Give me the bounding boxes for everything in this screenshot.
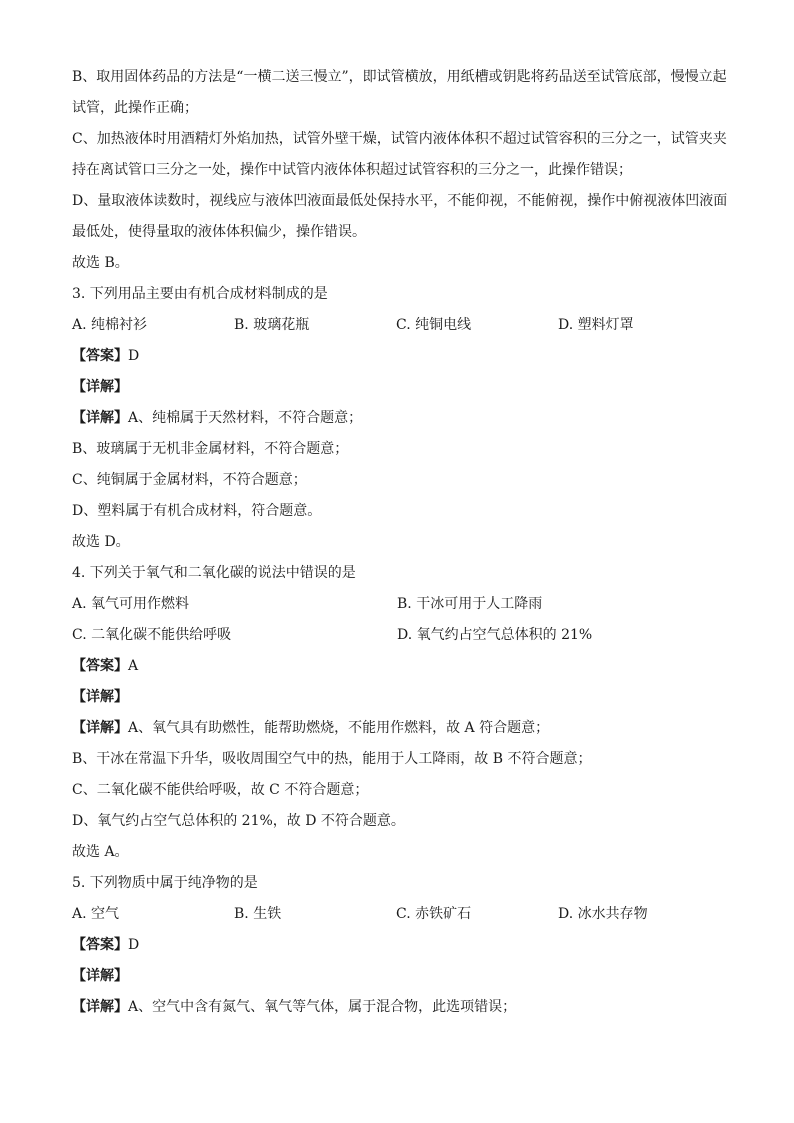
detail-heading: 【详解】 (72, 689, 128, 705)
detail-label: 【详解】 (72, 720, 128, 736)
answer-value: A (128, 658, 139, 674)
text-line: D、量取液体读数时，视线应与液体凹液面最低处保持水平，不能仰视，不能俯视，操作中俯视液体凹液面 (72, 193, 728, 209)
answer-value: D (128, 348, 140, 364)
conclusion-line: 故选 D。 (72, 534, 130, 550)
answer-value: D (128, 937, 140, 953)
option-b: B. 玻璃花瓶 (234, 317, 310, 333)
document-page (72, 62, 728, 1023)
detail-text: A、空气中含有氮气、氧气等气体，属于混合物，此选项错误； (128, 999, 517, 1015)
detail-line (72, 403, 728, 434)
option-b: B. 干冰可用于人工降雨 (397, 596, 543, 612)
answer-line (72, 341, 728, 372)
option-c: C. 赤铁矿石 (396, 906, 472, 922)
option-c: C. 二氧化碳不能供给呼吸 (72, 627, 232, 643)
detail-heading: 【详解】 (72, 968, 128, 984)
question-5: 5. 下列物质中属于纯净物的是 (72, 875, 258, 891)
question-3: 3. 下列用品主要由有机合成材料制成的是 (72, 286, 328, 302)
text-line: 试管，此操作正确； (72, 100, 198, 116)
text-line: 持在离试管口三分之一处，操作中试管内液体体积超过试管容积的三分之一，此操作错误； (72, 162, 632, 178)
detail-label: 【详解】 (72, 999, 128, 1015)
answer-line (72, 651, 728, 682)
detail-label: 【详解】 (72, 410, 128, 426)
option-d: D. 氧气约占空气总体积的 21% (397, 627, 593, 643)
conclusion-line: 故选 B。 (72, 255, 129, 271)
conclusion-line: 故选 A。 (72, 844, 129, 860)
detail-line: C、二氧化碳不能供给呼吸，故 C 不符合题意； (72, 782, 369, 798)
question-4-options-row-1 (72, 589, 728, 620)
question-4-options-row-2 (72, 620, 728, 651)
detail-text: A、纯棉属于天然材料，不符合题意； (128, 410, 363, 426)
option-a: A. 空气 (72, 906, 120, 922)
answer-label: 【答案】 (72, 348, 128, 364)
answer-line (72, 930, 728, 961)
detail-line: D、塑料属于有机合成材料，符合题意。 (72, 503, 322, 519)
option-c: C. 纯铜电线 (396, 317, 472, 333)
option-d: D. 塑料灯罩 (558, 317, 634, 333)
text-line: C、加热液体时用酒精灯外焰加热，试管外壁干燥，试管内液体体积不超过试管容积的三分之一，试管夹夹 (72, 131, 727, 147)
detail-line (72, 992, 728, 1023)
detail-line: B、干冰在常温下升华，吸收周围空气中的热，能用于人工降雨，故 B 不符合题意； (72, 751, 592, 767)
text-line: 最低处，使得量取的液体体积偏少，操作错误。 (72, 224, 366, 240)
detail-line: B、玻璃属于无机非金属材料，不符合题意； (72, 441, 349, 457)
question-3-options (72, 310, 728, 341)
detail-heading: 【详解】 (72, 379, 128, 395)
question-4: 4. 下列关于氧气和二氧化碳的说法中错误的是 (72, 565, 356, 581)
detail-line: D、氧气约占空气总体积的 21%，故 D 不符合题意。 (72, 813, 405, 829)
detail-line: C、纯铜属于金属材料，不符合题意； (72, 472, 307, 488)
answer-label: 【答案】 (72, 658, 128, 674)
answer-label: 【答案】 (72, 937, 128, 953)
option-a: A. 纯棉衬衫 (72, 317, 148, 333)
option-a: A. 氧气可用作燃料 (72, 596, 190, 612)
detail-text: A、氧气具有助燃性，能帮助燃烧，不能用作燃料，故 A 符合题意； (128, 720, 550, 736)
option-d: D. 冰水共存物 (558, 906, 648, 922)
detail-line (72, 713, 728, 744)
option-b: B. 生铁 (234, 906, 282, 922)
text-line: B、取用固体药品的方法是“一横二送三慢立”，即试管横放，用纸槽或钥匙将药品送至试管底部，慢慢立起 (72, 69, 727, 85)
question-5-options (72, 899, 728, 930)
